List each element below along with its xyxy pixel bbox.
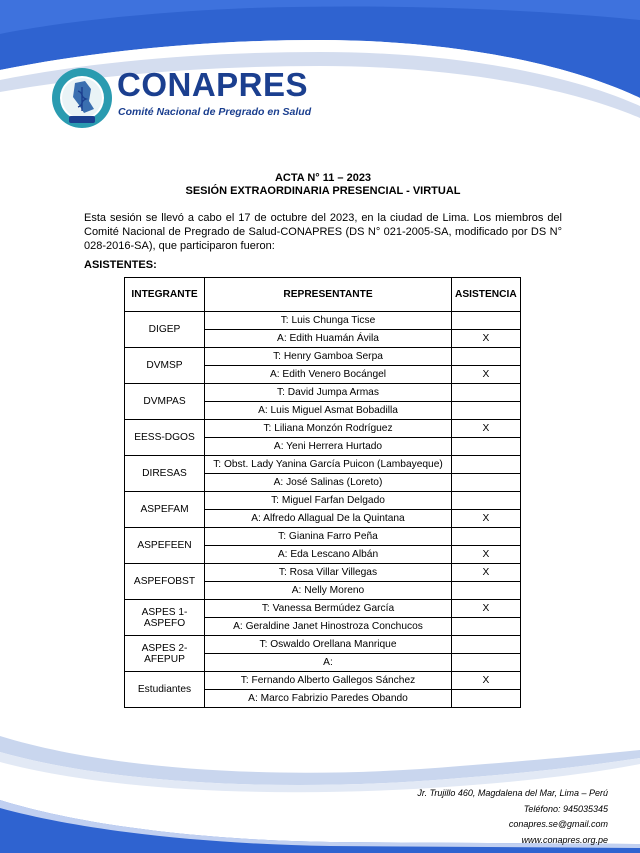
asistencia-cell: X (452, 366, 521, 384)
representante-cell: T: Vanessa Bermúdez García (205, 600, 452, 618)
brand-name: CONAPRES (117, 66, 309, 103)
attendees-heading: ASISTENTES: (84, 259, 157, 271)
footer-phone: Teléfono: 945035345 (523, 803, 608, 814)
representante-cell: A: Nelly Moreno (205, 582, 452, 600)
table-row (125, 384, 521, 402)
header-integrante: INTEGRANTE (125, 278, 205, 312)
asistencia-cell (452, 582, 521, 600)
asistencia-cell: X (452, 330, 521, 348)
representante-cell: T: Fernando Alberto Gallegos Sánchez (205, 672, 452, 690)
header-asistencia: ASISTENCIA (452, 278, 521, 312)
footer-website[interactable]: www.conapres.org.pe (521, 834, 608, 845)
representante-cell: T: Obst. Lady Yanina García Puicon (Lambayeque) (205, 456, 452, 474)
asistencia-cell (452, 636, 521, 654)
representante-cell: T: Rosa Villar Villegas (205, 564, 452, 582)
integrante-cell: ASPEFAM (125, 492, 205, 528)
asistencia-cell: X (452, 600, 521, 618)
asistencia-cell (452, 618, 521, 636)
representante-cell: A: Luis Miguel Asmat Bobadilla (205, 402, 452, 420)
integrante-cell: ASPES 2- AFEPUP (125, 636, 205, 672)
intro-paragraph: Esta sesión se llevó a cabo el 17 de octubre del 2023, en la ciudad de Lima. Los miembros del Comité Nacional de Pregrado de Salud-CONAPRES (DS N° 021-2005-SA, modificado por DS N° 028-2016-SA), que participaron fueron: (84, 212, 562, 252)
table-body (125, 312, 521, 708)
asistencia-cell: X (452, 672, 521, 690)
asistencia-cell: X (452, 564, 521, 582)
integrante-cell: EESS-DGOS (125, 420, 205, 456)
representante-cell: A: Yeni Herrera Hurtado (205, 438, 452, 456)
table-row (125, 600, 521, 618)
integrante-cell: ASPEFOBST (125, 564, 205, 600)
table-row (125, 456, 521, 474)
asistencia-cell (452, 384, 521, 402)
table-row (125, 672, 521, 690)
integrante-cell: DIGEP (125, 312, 205, 348)
footer-email[interactable]: conapres.se@gmail.com (508, 819, 608, 829)
table-row (125, 564, 521, 582)
asistencia-cell (452, 438, 521, 456)
representante-cell: A: Edith Venero Bocángel (205, 366, 452, 384)
integrante-cell: ASPES 1- ASPEFO (125, 600, 205, 636)
asistencia-cell (452, 348, 521, 366)
representante-cell: T: Oswaldo Orellana Manrique (205, 636, 452, 654)
act-number-title: ACTA N° 11 – 2023 (274, 172, 372, 184)
integrante-cell: Estudiantes (125, 672, 205, 708)
asistencia-cell: X (452, 510, 521, 528)
representante-cell: A: Marco Fabrizio Paredes Obando (205, 690, 452, 708)
table-header-row (125, 278, 521, 312)
asistencia-cell (452, 456, 521, 474)
asistencia-cell: X (452, 420, 521, 438)
representante-cell: T: Gianina Farro Peña (205, 528, 452, 546)
integrante-cell: DVMSP (125, 348, 205, 384)
representante-cell: T: Luis Chunga Ticse (205, 312, 452, 330)
footer-address: Jr. Trujillo 460, Magdalena del Mar, Lima – Perú (417, 788, 608, 798)
asistencia-cell (452, 402, 521, 420)
asistencia-cell (452, 312, 521, 330)
table-row (125, 492, 521, 510)
representante-cell: A: Eda Lescano Albán (205, 546, 452, 564)
conapres-seal-logo (51, 67, 113, 129)
asistencia-cell: X (452, 546, 521, 564)
integrante-cell: ASPEFEEN (125, 528, 205, 564)
table-row (125, 528, 521, 546)
attendance-table (124, 277, 521, 708)
integrante-cell: DIRESAS (125, 456, 205, 492)
asistencia-cell (452, 474, 521, 492)
representante-cell: T: Henry Gamboa Serpa (205, 348, 452, 366)
table-row (125, 636, 521, 654)
session-title: SESIÓN EXTRAORDINARIA PRESENCIAL - VIRTUAL (185, 185, 461, 197)
representante-cell: T: David Jumpa Armas (205, 384, 452, 402)
representante-cell: A: Alfredo Allagual De la Quintana (205, 510, 452, 528)
representante-cell: A: José Salinas (Loreto) (205, 474, 452, 492)
asistencia-cell (452, 528, 521, 546)
table-row (125, 312, 521, 330)
asistencia-cell (452, 690, 521, 708)
representante-cell: A: (205, 654, 452, 672)
footer-contact (417, 786, 608, 848)
representante-cell: T: Miguel Farfan Delgado (205, 492, 452, 510)
representante-cell: T: Liliana Monzón Rodríguez (205, 420, 452, 438)
representante-cell: A: Edith Huamán Ávila (205, 330, 452, 348)
asistencia-cell (452, 654, 521, 672)
table-row (125, 348, 521, 366)
header-representante: REPRESENTANTE (205, 278, 452, 312)
brand-subtitle: Comité Nacional de Pregrado en Salud (118, 106, 312, 118)
table-row (125, 420, 521, 438)
representante-cell: A: Geraldine Janet Hinostroza Conchucos (205, 618, 452, 636)
integrante-cell: DVMPAS (125, 384, 205, 420)
asistencia-cell (452, 492, 521, 510)
